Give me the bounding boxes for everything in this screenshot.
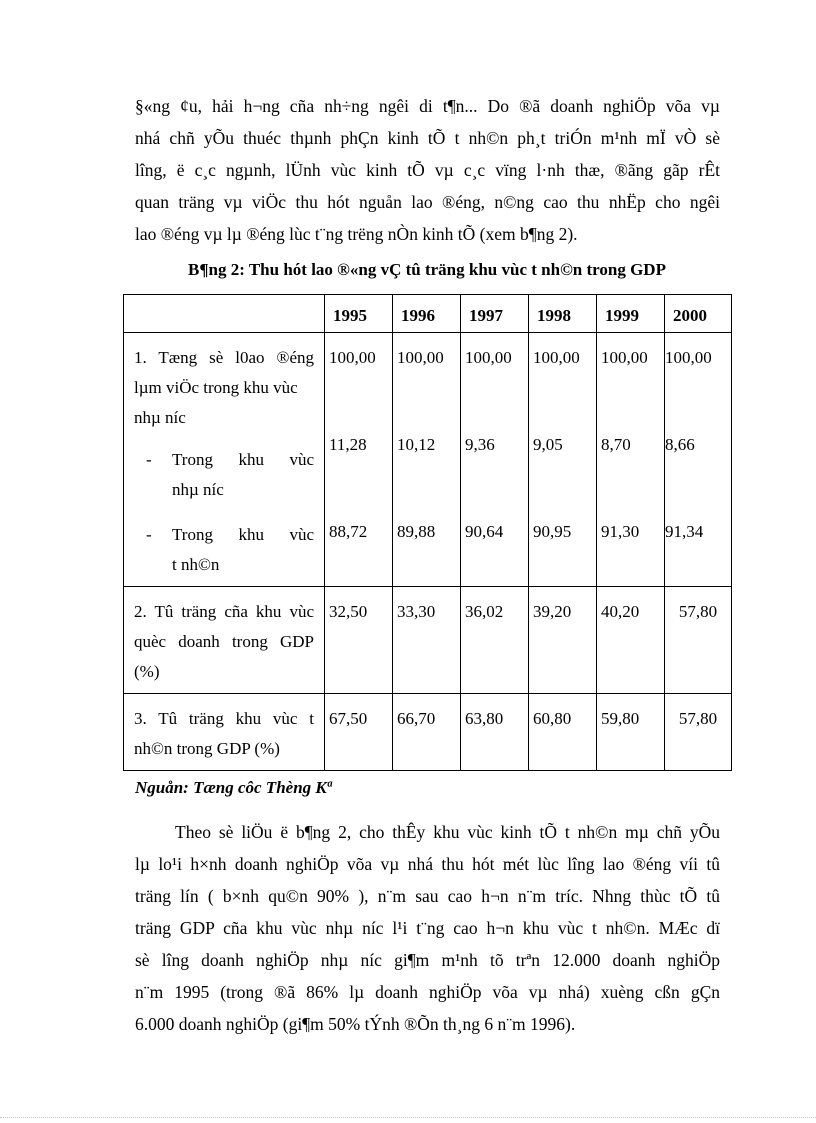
cell-value: 100,00 [465,348,512,367]
value-cell [597,333,665,587]
year-header: 1997 [461,295,529,333]
cell-value: 10,12 [397,435,436,454]
sub-item-state [134,445,314,505]
intro-line: §«ng ¢u, hải h¬ng cña nh÷ng ngêi di t¶n... Do ®ã doanh nghiÖp võa vµ [135,96,720,116]
value-cell: 40,20 [597,587,665,694]
cell-value: 90,64 [465,522,504,541]
year-header: 1998 [529,295,597,333]
table-row [124,587,732,694]
cell-value: 100,00 [601,348,648,367]
row-label [124,694,325,771]
value-cell: 60,80 [529,694,597,771]
table-header-row [124,295,732,333]
outro-line: lµ lo¹i h×nh doanh nghiÖp võa vµ nhá thu hót mét lùc lîng lao ®éng víi tû [135,854,720,874]
value-cell: 57,80 [665,694,732,771]
value-cell [665,333,732,587]
outro-paragraph [135,816,720,1040]
cell-value: 9,36 [465,435,495,454]
outro-line: träng GDP cña khu vùc nhµ níc l¹i t¨ng cao h¬n khu vùc t nh©n. MÆc dï [135,918,720,938]
row-label [124,333,325,587]
label-line: 2. Tû träng cña khu vùc [134,602,314,621]
value-cell: 67,50 [325,694,393,771]
dash-bullet: - [146,525,152,544]
header-corner [124,295,325,333]
value-cell [529,333,597,587]
label-line: quèc doanh trong GDP [134,632,314,651]
cell-value: 90,95 [533,522,572,541]
value-cell: 66,70 [393,694,461,771]
label-line: nhµ níc [172,480,224,499]
cell-value: 9,05 [533,435,563,454]
value-cell: 32,50 [325,587,393,694]
outro-line: 6.000 doanh nghiÖp (gi¶m 50% tÝnh ®Õn th¸ng 6 n¨m 1996). [135,1014,576,1034]
year-header: 1999 [597,295,665,333]
outro-line: träng lín ( b×nh qu©n 90% ), n¨m sau cao h¬n n¨m tríc. Nhng thùc tÕ tû [135,886,720,906]
cell-value: 89,88 [397,522,436,541]
table-row [124,694,732,771]
table-source-note: Nguån: Tæng côc Thèng Kª [135,778,332,797]
intro-line: lîng, ë c¸c ngµnh, lÜnh vùc kinh tÕ vµ c¸c vïng l·nh thæ, ®ãng gãp rÊt [135,160,720,180]
cell-value: 100,00 [397,348,444,367]
value-cell: 39,20 [529,587,597,694]
cell-value: 100,00 [665,348,712,367]
intro-paragraph [135,90,720,250]
label-line: (%) [134,662,160,681]
value-cell: 57,80 [665,587,732,694]
cell-value: 88,72 [329,522,368,541]
table-caption: B¶ng 2: Thu hót lao ®«ng vÇ tû träng khu vùc t nh©n trong GDP [188,260,666,279]
cell-value: 8,66 [665,435,695,454]
cell-value: 8,70 [601,435,631,454]
cell-value: 100,00 [329,348,376,367]
value-cell: 36,02 [461,587,529,694]
row-label [124,587,325,694]
dash-bullet: - [146,450,152,469]
page-bottom-divider [0,1117,816,1118]
cell-value: 100,00 [533,348,580,367]
cell-value: 91,30 [601,522,640,541]
year-header: 1996 [393,295,461,333]
outro-line: n¨m 1995 (trong ®ã 86% lµ doanh nghiÖp võa vµ nhá) xuèng cßn gÇn [135,982,720,1002]
cell-value: 11,28 [329,435,367,454]
value-cell: 33,30 [393,587,461,694]
intro-line: nhá chñ yÕu thuéc thµnh phÇn kinh tÕ t nh©n ph¸t triÓn m¹nh mÏ vÒ sè [135,128,720,148]
value-cell [393,333,461,587]
outro-line: Theo sè liÖu ë b¶ng 2, cho thÊy khu vùc kinh tÕ t nh©n mµ chñ yÕu [175,822,720,842]
label-line: 1. Tæng sè l0ao ®éng [134,348,314,367]
value-cell [325,333,393,587]
cell-value: 91,34 [665,522,704,541]
intro-line: lao ®éng vµ lµ ®éng lùc t¨ng trëng nÒn kinh tÕ (xem b¶ng 2). [135,224,578,244]
value-cell: 63,80 [461,694,529,771]
outro-line: sè lîng doanh nghiÖp nhµ níc gi¶m m¹nh tõ trªn 12.000 doanh nghiÖp [135,950,720,970]
label-line: t nh©n [172,555,220,574]
label-line: 3. Tû träng khu vùc t [134,709,314,728]
year-header: 2000 [665,295,732,333]
data-table [123,294,732,771]
year-header: 1995 [325,295,393,333]
label-line: Trong khu vùc [172,525,314,544]
label-line: Trong khu vùc [172,450,314,469]
table-row [124,333,732,587]
label-line: nh©n trong GDP (%) [134,739,280,758]
value-cell: 59,80 [597,694,665,771]
intro-line: quan träng vµ viÖc thu hót nguån lao ®éng, n©ng cao thu nhËp cho ngêi [135,192,720,212]
label-line: nhµ níc [134,408,186,427]
label-line: lµm viÖc trong khu vùc [134,378,298,397]
value-cell [461,333,529,587]
sub-item-private [134,520,314,580]
